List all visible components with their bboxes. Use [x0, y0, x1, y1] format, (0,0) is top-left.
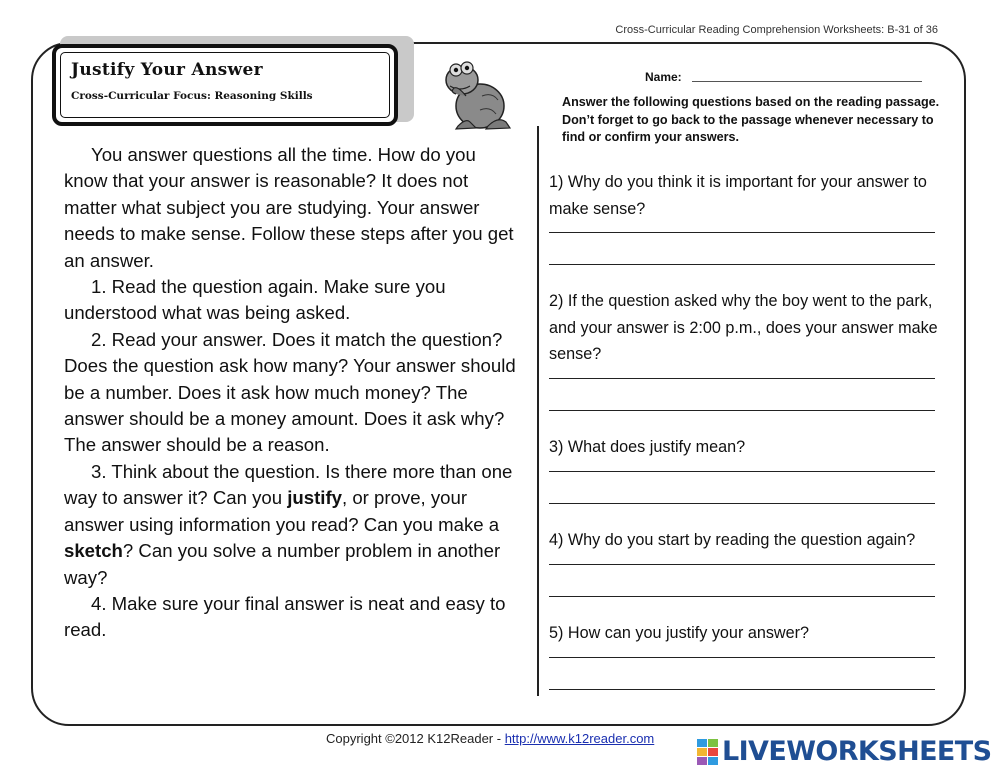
- answer-line-3a[interactable]: [549, 471, 935, 472]
- copyright-text: Copyright ©2012 K12Reader -: [326, 731, 505, 746]
- column-divider: [537, 126, 539, 696]
- copyright-footer: [326, 731, 654, 746]
- answer-line-1b[interactable]: [549, 264, 935, 265]
- passage-text: , or prove, your answer using information you read? Can you make a: [64, 487, 500, 535]
- k12reader-link[interactable]: http://www.k12reader.com: [504, 731, 655, 746]
- question-2: 2) If the question asked why the boy went to the park, and your answer is 2:00 p.m., does your answer make sense?: [549, 292, 938, 363]
- answer-line-4a[interactable]: [549, 564, 935, 565]
- answer-line-2b[interactable]: [549, 410, 935, 411]
- reading-passage: [64, 142, 524, 644]
- passage-paragraph: 1. Read the question again. Make sure you understood what was being asked.: [64, 276, 446, 324]
- instructions: Answer the following questions based on the reading passage. Don’t forget to go back to the passage whenever necessary to find or confirm your answers.: [562, 95, 940, 144]
- answer-line-5a[interactable]: [549, 657, 935, 658]
- passage-paragraph: 4. Make sure your final answer is neat and easy to read.: [64, 592, 506, 641]
- worksheet-reference: Cross-Curricular Reading Comprehension Worksheets: B-31 of 36: [615, 24, 938, 36]
- answer-line-1a[interactable]: [549, 232, 935, 233]
- vocab-word-sketch: sketch: [64, 540, 123, 562]
- question-4: 4) Why do you start by reading the question again?: [549, 531, 916, 549]
- vocab-word-justify: justify: [287, 487, 342, 509]
- liveworksheets-logo[interactable]: [696, 735, 996, 769]
- liveworksheets-wordmark: LIVEWORKSHEETS: [722, 736, 992, 767]
- worksheet-subtitle: Cross-Curricular Focus: Reasoning Skills: [71, 90, 313, 102]
- thinking-frog-illustration: [436, 56, 516, 136]
- question-5: 5) How can you justify your answer?: [549, 624, 810, 642]
- passage-paragraph: [64, 459, 524, 591]
- liveworksheets-logo-icon: [696, 735, 720, 769]
- answer-line-2a[interactable]: [549, 378, 935, 379]
- worksheet-title: Justify Your Answer: [71, 60, 263, 80]
- title-box: [52, 44, 398, 126]
- answer-line-4b[interactable]: [549, 596, 935, 597]
- name-input-line[interactable]: [692, 81, 922, 82]
- passage-text: 3. Think about the question. Is there more than one way to answer it? Can you: [64, 460, 513, 509]
- passage-paragraph: 2. Read your answer. Does it match the question? Does the question ask how many? Your answer should be a number. Does it ask how much money? The answer should be a money amount. Does it ask why? The answer should be a reason.: [64, 328, 516, 456]
- passage-text: ? Can you solve a number problem in another way?: [64, 540, 501, 588]
- question-1: 1) Why do you think it is important for your answer to make sense?: [549, 173, 927, 218]
- answer-line-5b[interactable]: [549, 689, 935, 690]
- question-3: 3) What does justify mean?: [549, 438, 746, 456]
- answer-line-3b[interactable]: [549, 503, 935, 504]
- passage-paragraph: You answer questions all the time. How do you know that your answer is reasonable? It does not matter what subject you are studying. Your answer needs to make sense. Follow these steps after you get an answer.: [64, 144, 514, 271]
- name-label: Name:: [645, 70, 682, 84]
